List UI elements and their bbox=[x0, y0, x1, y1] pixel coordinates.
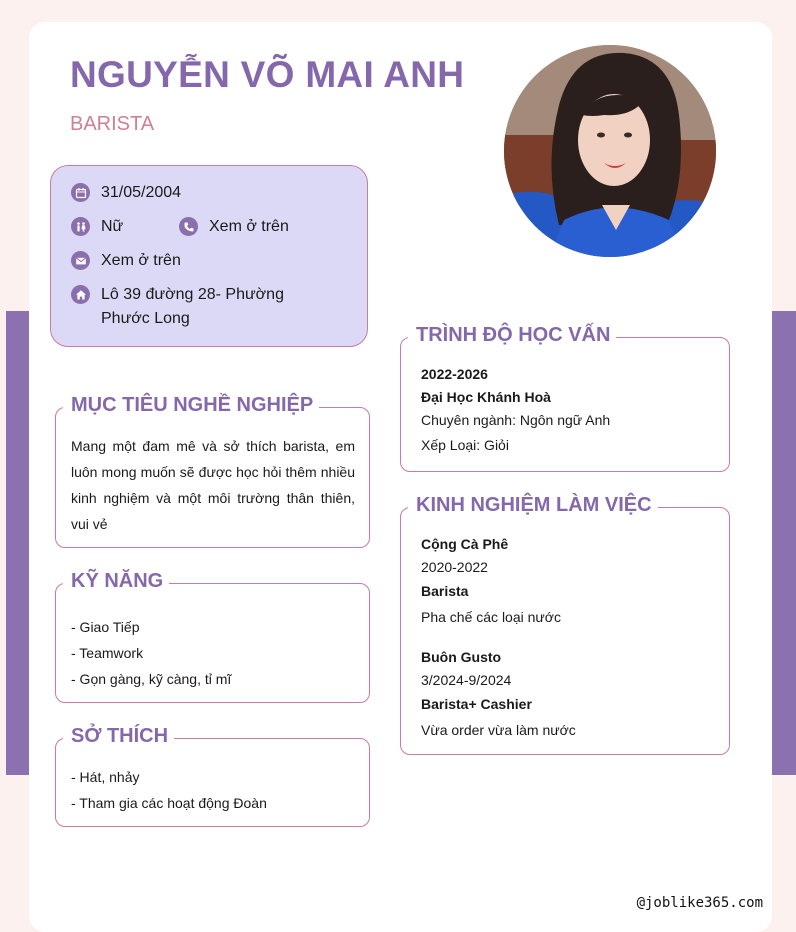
contact-info-box bbox=[50, 165, 368, 347]
email-row bbox=[71, 249, 181, 273]
education-grade: Xếp Loại: Giỏi bbox=[421, 437, 509, 453]
skill-item: - Teamwork bbox=[71, 645, 144, 661]
home-icon bbox=[71, 285, 90, 304]
education-school: Đại Học Khánh Hoà bbox=[421, 389, 551, 405]
job-position: Barista+ Cashier bbox=[421, 696, 532, 712]
skill-item: - Giao Tiếp bbox=[71, 619, 140, 635]
profile-photo bbox=[504, 45, 716, 257]
email-value: Xem ở trên bbox=[101, 252, 181, 269]
skills-list bbox=[71, 614, 231, 692]
education-title: TRÌNH ĐỘ HỌC VẤN bbox=[408, 324, 616, 347]
job-period: 3/2024-9/2024 bbox=[421, 672, 512, 688]
job-description: Pha chế các loại nước bbox=[421, 609, 561, 625]
job-company: Cộng Cà Phê bbox=[421, 536, 509, 552]
skill-item: - Gọn gàng, kỹ càng, tỉ mĩ bbox=[71, 671, 232, 687]
calendar-icon bbox=[71, 183, 90, 202]
objective-text: Mang một đam mê và sở thích barista, em luôn mong muốn sẽ được học hỏi thêm nhiều kinh nghiệm và một môi trường thân thiên, vui vẻ bbox=[71, 438, 355, 532]
gender-value: Nữ bbox=[101, 218, 124, 235]
skills-title: KỸ NĂNG bbox=[63, 570, 169, 593]
job-description: Vừa order vừa làm nước bbox=[421, 722, 576, 738]
decorative-side-band-right bbox=[772, 311, 796, 775]
dob-value: 31/05/2004 bbox=[101, 184, 182, 201]
hobby-item: - Tham gia các hoạt động Đoàn bbox=[71, 795, 267, 811]
job-company: Buôn Gusto bbox=[421, 649, 502, 665]
mail-icon bbox=[71, 251, 90, 270]
gender-row bbox=[71, 215, 123, 239]
decorative-side-band-left bbox=[6, 311, 30, 775]
education-section bbox=[400, 324, 730, 472]
job-period: 2020-2022 bbox=[421, 559, 488, 575]
education-details bbox=[421, 362, 610, 458]
hobbies-section bbox=[55, 725, 370, 827]
dob-row bbox=[71, 181, 181, 205]
hobbies-title: SỞ THÍCH bbox=[63, 725, 174, 748]
candidate-name: NGUYỄN VÕ MAI ANH bbox=[70, 54, 465, 95]
experience-job bbox=[421, 645, 576, 743]
hobby-item: - Hát, nhảy bbox=[71, 769, 140, 785]
job-position: Barista bbox=[421, 583, 469, 599]
candidate-role: BARISTA bbox=[70, 113, 155, 135]
watermark: @joblike365.com bbox=[636, 895, 763, 911]
objective-title: MỤC TIÊU NGHỀ NGHIỆP bbox=[63, 394, 319, 417]
experience-job bbox=[421, 532, 561, 630]
education-major: Chuyên ngành: Ngôn ngữ Anh bbox=[421, 412, 611, 428]
address-row bbox=[71, 283, 321, 331]
gender-icon bbox=[71, 217, 90, 236]
education-years: 2022-2026 bbox=[421, 366, 488, 382]
hobbies-list bbox=[71, 764, 267, 816]
experience-title: KINH NGHIỆM LÀM VIỆC bbox=[408, 494, 658, 517]
phone-value: Xem ở trên bbox=[209, 218, 289, 235]
objective-section bbox=[55, 394, 370, 548]
skills-section bbox=[55, 570, 370, 703]
phone-row bbox=[179, 215, 289, 239]
address-value: Lô 39 đường 28- Phường Phước Long bbox=[101, 286, 284, 327]
experience-section bbox=[400, 494, 730, 755]
phone-icon bbox=[179, 217, 198, 236]
